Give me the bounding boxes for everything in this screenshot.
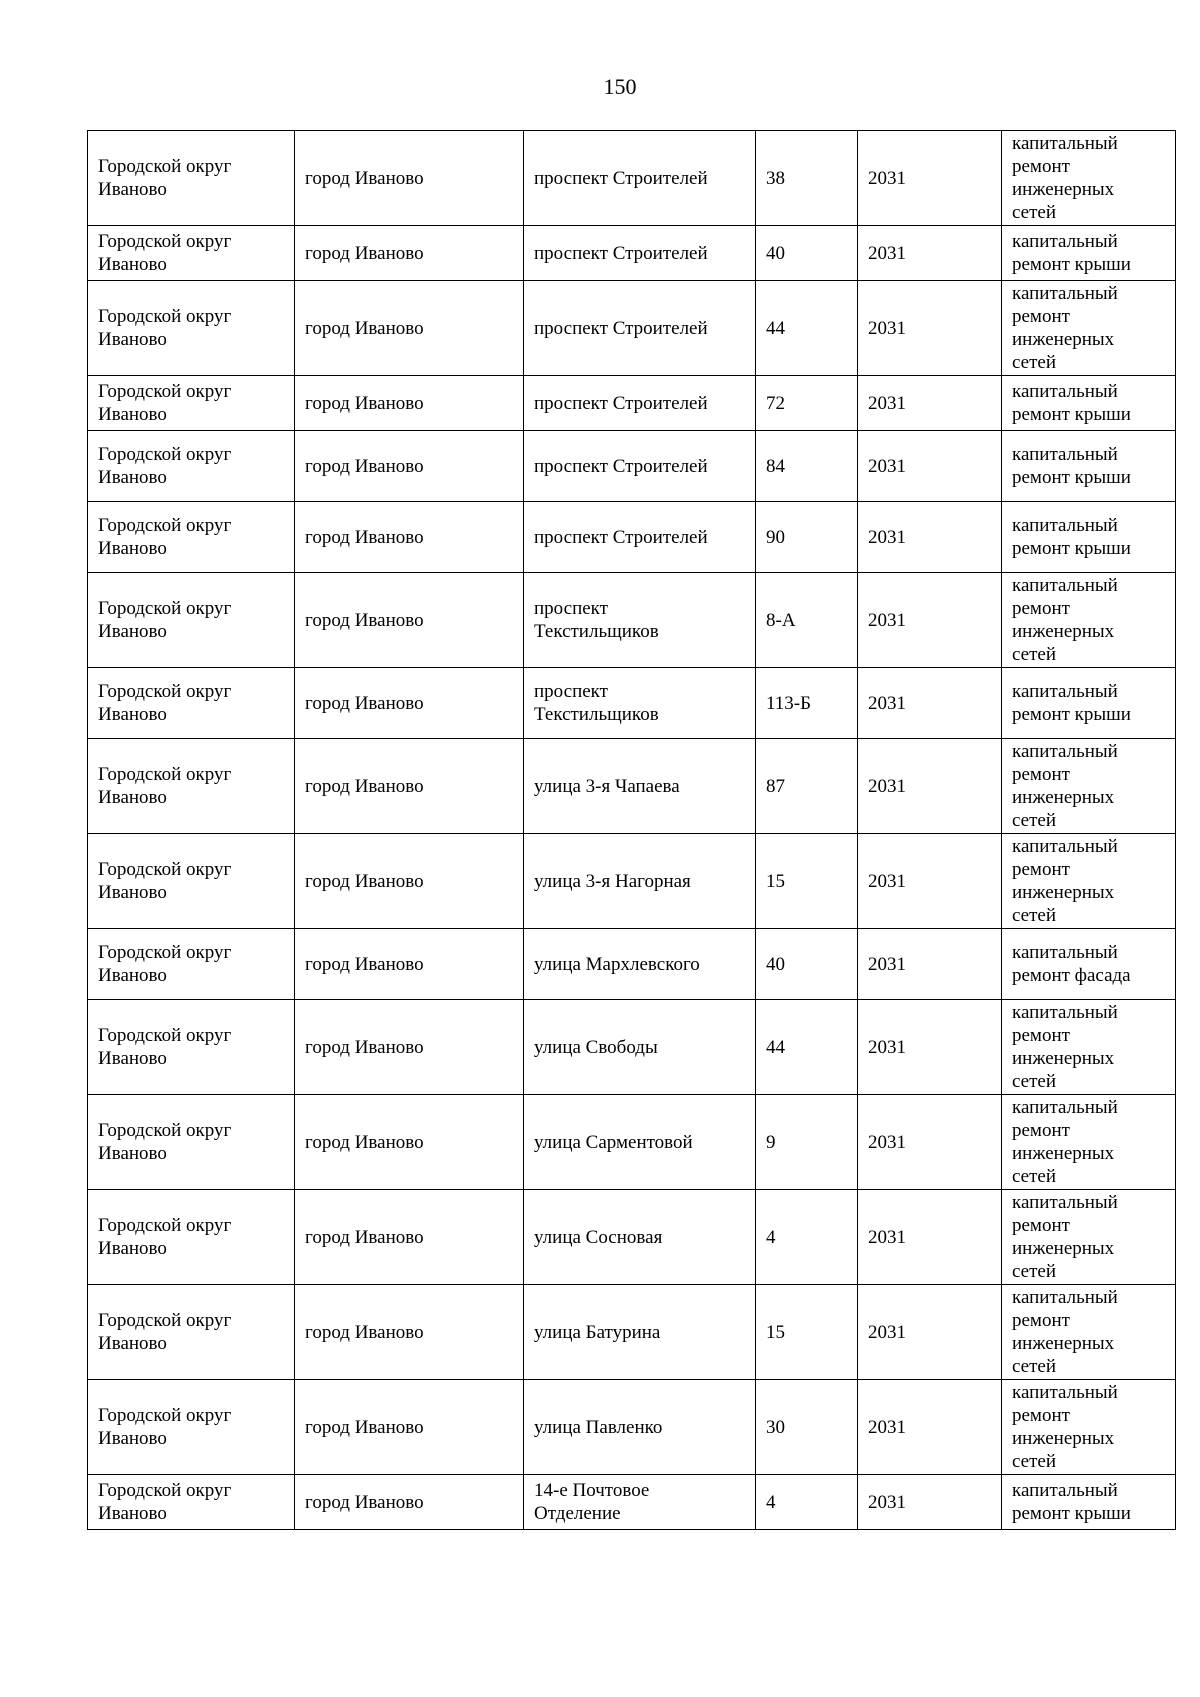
work-type-cell: капитальный ремонт инженерных сетей bbox=[1002, 834, 1176, 929]
municipality-cell: Городской округ Иваново bbox=[88, 131, 295, 226]
street-cell: проспект Строителей bbox=[524, 281, 756, 376]
settlement-cell: город Иваново bbox=[295, 1190, 524, 1285]
municipality-cell: Городской округ Иваново bbox=[88, 1380, 295, 1475]
house-number-cell: 30 bbox=[756, 1380, 858, 1475]
year-cell: 2031 bbox=[858, 929, 1002, 1000]
work-type-cell: капитальный ремонт инженерных сетей bbox=[1002, 739, 1176, 834]
street-cell: улица Сарментовой bbox=[524, 1095, 756, 1190]
street-cell: улица Мархлевского bbox=[524, 929, 756, 1000]
year-cell: 2031 bbox=[858, 1285, 1002, 1380]
year-cell: 2031 bbox=[858, 431, 1002, 502]
house-number-cell: 40 bbox=[756, 929, 858, 1000]
table-row bbox=[88, 226, 1176, 281]
street-cell: 14-е Почтовое Отделение bbox=[524, 1475, 756, 1530]
work-type-cell: капитальный ремонт инженерных сетей bbox=[1002, 1380, 1176, 1475]
year-cell: 2031 bbox=[858, 131, 1002, 226]
year-cell: 2031 bbox=[858, 573, 1002, 668]
work-type-cell: капитальный ремонт крыши bbox=[1002, 502, 1176, 573]
year-cell: 2031 bbox=[858, 281, 1002, 376]
work-type-cell: капитальный ремонт крыши bbox=[1002, 668, 1176, 739]
table-row bbox=[88, 834, 1176, 929]
house-number-cell: 72 bbox=[756, 376, 858, 431]
municipality-cell: Городской округ Иваново bbox=[88, 431, 295, 502]
settlement-cell: город Иваново bbox=[295, 1095, 524, 1190]
house-number-cell: 90 bbox=[756, 502, 858, 573]
work-type-cell: капитальный ремонт инженерных сетей bbox=[1002, 281, 1176, 376]
house-number-cell: 44 bbox=[756, 281, 858, 376]
year-cell: 2031 bbox=[858, 376, 1002, 431]
settlement-cell: город Иваново bbox=[295, 1285, 524, 1380]
table-row bbox=[88, 281, 1176, 376]
work-type-cell: капитальный ремонт инженерных сетей bbox=[1002, 1000, 1176, 1095]
municipality-cell: Городской округ Иваново bbox=[88, 226, 295, 281]
house-number-cell: 40 bbox=[756, 226, 858, 281]
settlement-cell: город Иваново bbox=[295, 1000, 524, 1095]
table-row bbox=[88, 1095, 1176, 1190]
settlement-cell: город Иваново bbox=[295, 573, 524, 668]
year-cell: 2031 bbox=[858, 1475, 1002, 1530]
work-type-cell: капитальный ремонт инженерных сетей bbox=[1002, 131, 1176, 226]
settlement-cell: город Иваново bbox=[295, 376, 524, 431]
house-number-cell: 15 bbox=[756, 834, 858, 929]
work-type-cell: капитальный ремонт крыши bbox=[1002, 1475, 1176, 1530]
year-cell: 2031 bbox=[858, 1190, 1002, 1285]
settlement-cell: город Иваново bbox=[295, 739, 524, 834]
year-cell: 2031 bbox=[858, 502, 1002, 573]
house-number-cell: 4 bbox=[756, 1475, 858, 1530]
work-type-cell: капитальный ремонт инженерных сетей bbox=[1002, 573, 1176, 668]
year-cell: 2031 bbox=[858, 668, 1002, 739]
street-cell: улица Свободы bbox=[524, 1000, 756, 1095]
work-type-cell: капитальный ремонт крыши bbox=[1002, 226, 1176, 281]
house-number-cell: 84 bbox=[756, 431, 858, 502]
municipality-cell: Городской округ Иваново bbox=[88, 1095, 295, 1190]
settlement-cell: город Иваново bbox=[295, 834, 524, 929]
street-cell: улица Батурина bbox=[524, 1285, 756, 1380]
municipality-cell: Городской округ Иваново bbox=[88, 929, 295, 1000]
year-cell: 2031 bbox=[858, 739, 1002, 834]
work-type-cell: капитальный ремонт крыши bbox=[1002, 376, 1176, 431]
settlement-cell: город Иваново bbox=[295, 431, 524, 502]
house-number-cell: 15 bbox=[756, 1285, 858, 1380]
settlement-cell: город Иваново bbox=[295, 131, 524, 226]
settlement-cell: город Иваново bbox=[295, 1475, 524, 1530]
house-number-cell: 9 bbox=[756, 1095, 858, 1190]
table-row bbox=[88, 573, 1176, 668]
work-type-cell: капитальный ремонт инженерных сетей bbox=[1002, 1095, 1176, 1190]
table-row bbox=[88, 1475, 1176, 1530]
street-cell: улица 3-я Нагорная bbox=[524, 834, 756, 929]
house-number-cell: 87 bbox=[756, 739, 858, 834]
work-type-cell: капитальный ремонт крыши bbox=[1002, 431, 1176, 502]
municipality-cell: Городской округ Иваново bbox=[88, 1190, 295, 1285]
street-cell: улица Сосновая bbox=[524, 1190, 756, 1285]
house-number-cell: 8-А bbox=[756, 573, 858, 668]
street-cell: проспект Текстильщиков bbox=[524, 573, 756, 668]
house-number-cell: 44 bbox=[756, 1000, 858, 1095]
table-row bbox=[88, 431, 1176, 502]
table-row bbox=[88, 502, 1176, 573]
house-number-cell: 38 bbox=[756, 131, 858, 226]
settlement-cell: город Иваново bbox=[295, 929, 524, 1000]
street-cell: проспект Текстильщиков bbox=[524, 668, 756, 739]
settlement-cell: город Иваново bbox=[295, 502, 524, 573]
table-row bbox=[88, 1380, 1176, 1475]
table-row bbox=[88, 1190, 1176, 1285]
settlement-cell: город Иваново bbox=[295, 1380, 524, 1475]
municipality-cell: Городской округ Иваново bbox=[88, 739, 295, 834]
table-row bbox=[88, 131, 1176, 226]
municipality-cell: Городской округ Иваново bbox=[88, 502, 295, 573]
page-number: 150 bbox=[603, 74, 637, 99]
street-cell: проспект Строителей bbox=[524, 376, 756, 431]
year-cell: 2031 bbox=[858, 834, 1002, 929]
table-row bbox=[88, 739, 1176, 834]
year-cell: 2031 bbox=[858, 226, 1002, 281]
table-row bbox=[88, 1000, 1176, 1095]
street-cell: проспект Строителей bbox=[524, 226, 756, 281]
municipality-cell: Городской округ Иваново bbox=[88, 376, 295, 431]
municipality-cell: Городской округ Иваново bbox=[88, 1475, 295, 1530]
street-cell: улица 3-я Чапаева bbox=[524, 739, 756, 834]
table-row bbox=[88, 376, 1176, 431]
table-row bbox=[88, 929, 1176, 1000]
registry-table bbox=[87, 130, 1176, 1530]
work-type-cell: капитальный ремонт фасада bbox=[1002, 929, 1176, 1000]
table-row bbox=[88, 1285, 1176, 1380]
year-cell: 2031 bbox=[858, 1095, 1002, 1190]
settlement-cell: город Иваново bbox=[295, 668, 524, 739]
year-cell: 2031 bbox=[858, 1000, 1002, 1095]
table-row bbox=[88, 668, 1176, 739]
municipality-cell: Городской округ Иваново bbox=[88, 668, 295, 739]
street-cell: проспект Строителей bbox=[524, 131, 756, 226]
street-cell: улица Павленко bbox=[524, 1380, 756, 1475]
municipality-cell: Городской округ Иваново bbox=[88, 1285, 295, 1380]
municipality-cell: Городской округ Иваново bbox=[88, 1000, 295, 1095]
settlement-cell: город Иваново bbox=[295, 226, 524, 281]
municipality-cell: Городской округ Иваново bbox=[88, 834, 295, 929]
house-number-cell: 113-Б bbox=[756, 668, 858, 739]
street-cell: проспект Строителей bbox=[524, 431, 756, 502]
municipality-cell: Городской округ Иваново bbox=[88, 281, 295, 376]
year-cell: 2031 bbox=[858, 1380, 1002, 1475]
work-type-cell: капитальный ремонт инженерных сетей bbox=[1002, 1285, 1176, 1380]
municipality-cell: Городской округ Иваново bbox=[88, 573, 295, 668]
work-type-cell: капитальный ремонт инженерных сетей bbox=[1002, 1190, 1176, 1285]
house-number-cell: 4 bbox=[756, 1190, 858, 1285]
registry-table-body bbox=[88, 131, 1176, 1530]
street-cell: проспект Строителей bbox=[524, 502, 756, 573]
settlement-cell: город Иваново bbox=[295, 281, 524, 376]
